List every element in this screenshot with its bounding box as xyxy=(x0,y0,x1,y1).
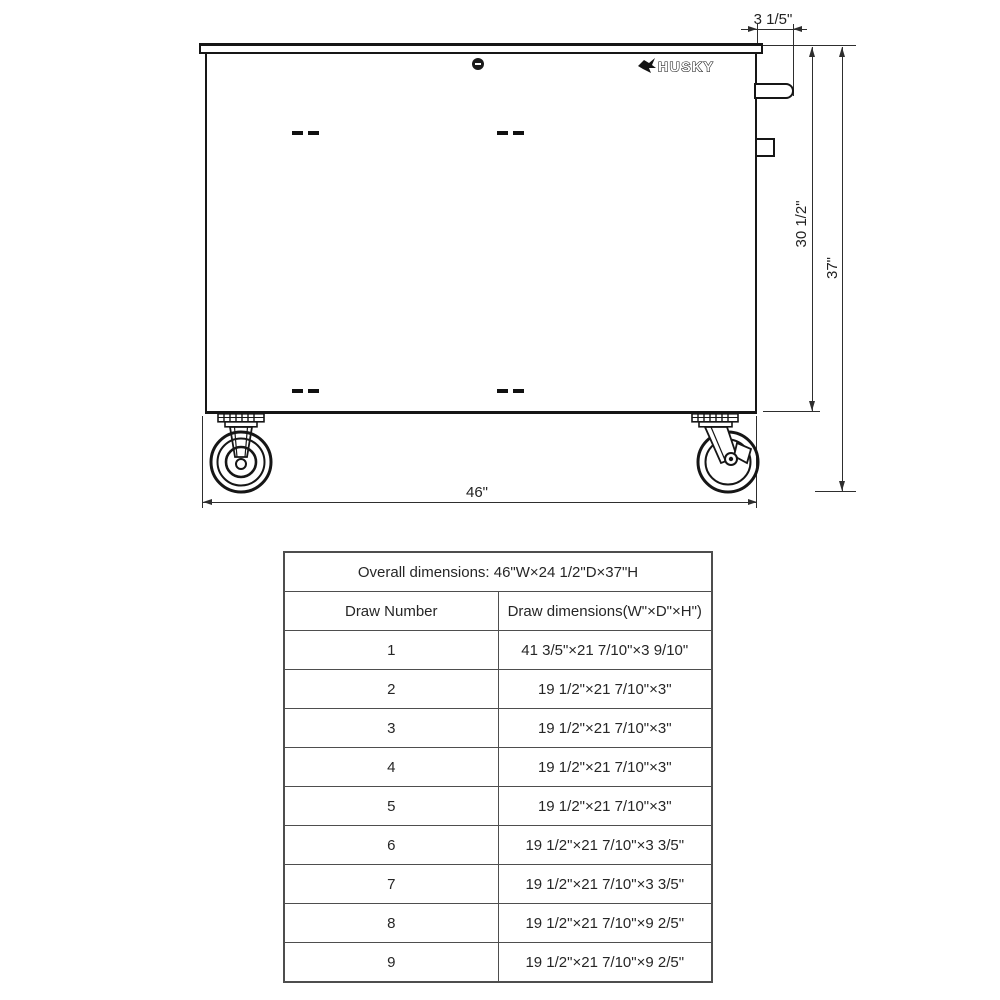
extension-line xyxy=(763,45,856,46)
table-row xyxy=(284,904,712,943)
arrowhead xyxy=(748,26,757,32)
frame-pull-marks xyxy=(292,389,319,393)
table-row xyxy=(284,787,712,826)
arrowhead xyxy=(748,499,757,505)
table-header-row xyxy=(284,592,712,631)
table-row xyxy=(284,631,712,670)
table-row xyxy=(284,709,712,748)
side-latch xyxy=(755,138,775,157)
cabinet-body xyxy=(205,54,757,414)
draw-dims-cell: 19 1/2"×21 7/10"×3" xyxy=(498,709,712,748)
dim-handle-depth-label: 3 1/5" xyxy=(753,11,793,28)
draw-number-cell: 9 xyxy=(284,943,498,983)
arrowhead xyxy=(793,26,802,32)
draw-number-cell: 7 xyxy=(284,865,498,904)
husky-dog-icon xyxy=(638,58,656,73)
extension-line xyxy=(757,24,758,44)
draw-dims-cell: 41 3/5"×21 7/10"×3 9/10" xyxy=(498,631,712,670)
dim-body-height-label: 30 1/2" xyxy=(793,200,810,248)
dimension-line xyxy=(203,502,757,503)
frame-pull-marks xyxy=(497,131,524,135)
dimension-line xyxy=(812,47,813,411)
table-row xyxy=(284,670,712,709)
draw-number-cell: 6 xyxy=(284,826,498,865)
table-row xyxy=(284,826,712,865)
draw-number-cell: 4 xyxy=(284,748,498,787)
table-row xyxy=(284,748,712,787)
dimension-line xyxy=(842,47,843,491)
draw-dims-cell: 19 1/2"×21 7/10"×3" xyxy=(498,787,712,826)
arrowhead xyxy=(809,401,815,411)
draw-dims-cell: 19 1/2"×21 7/10"×3" xyxy=(498,670,712,709)
draw-number-cell: 1 xyxy=(284,631,498,670)
spec-table xyxy=(283,551,713,983)
arrowhead xyxy=(203,499,212,505)
dim-overall-height-label: 37" xyxy=(824,257,841,280)
dim-overall-width-label: 46" xyxy=(465,484,488,501)
arrowhead xyxy=(809,47,815,57)
keyhole-icon xyxy=(472,58,484,70)
side-handle xyxy=(754,83,794,99)
right-caster-wheel xyxy=(687,413,775,497)
draw-number-cell: 8 xyxy=(284,904,498,943)
extension-line xyxy=(763,411,820,412)
cabinet-top-lid xyxy=(199,43,763,54)
extension-line xyxy=(793,24,794,96)
arrowhead xyxy=(839,47,845,57)
husky-logo xyxy=(637,56,735,76)
draw-number-cell: 3 xyxy=(284,709,498,748)
overall-dimensions-cell: Overall dimensions: 46"W×24 1/2"D×37"H xyxy=(284,552,712,592)
frame-pull-marks xyxy=(497,389,524,393)
draw-number-cell: 2 xyxy=(284,670,498,709)
frame-pull-marks xyxy=(292,131,319,135)
draw-number-cell: 5 xyxy=(284,787,498,826)
svg-text:HUSKY: HUSKY xyxy=(658,58,715,75)
table-row-overall xyxy=(284,552,712,592)
draw-dims-cell: 19 1/2"×21 7/10"×3 3/5" xyxy=(498,826,712,865)
arrowhead xyxy=(839,481,845,491)
draw-dims-cell: 19 1/2"×21 7/10"×9 2/5" xyxy=(498,943,712,983)
left-caster-wheel xyxy=(198,413,286,497)
draw-dims-cell: 19 1/2"×21 7/10"×3" xyxy=(498,748,712,787)
col-header-draw-number: Draw Number xyxy=(284,592,498,631)
draw-dims-cell: 19 1/2"×21 7/10"×9 2/5" xyxy=(498,904,712,943)
col-header-draw-dimensions: Draw dimensions(W"×D"×H") xyxy=(498,592,712,631)
table-row xyxy=(284,865,712,904)
table-row xyxy=(284,943,712,983)
draw-dims-cell: 19 1/2"×21 7/10"×3 3/5" xyxy=(498,865,712,904)
extension-line xyxy=(815,491,856,492)
